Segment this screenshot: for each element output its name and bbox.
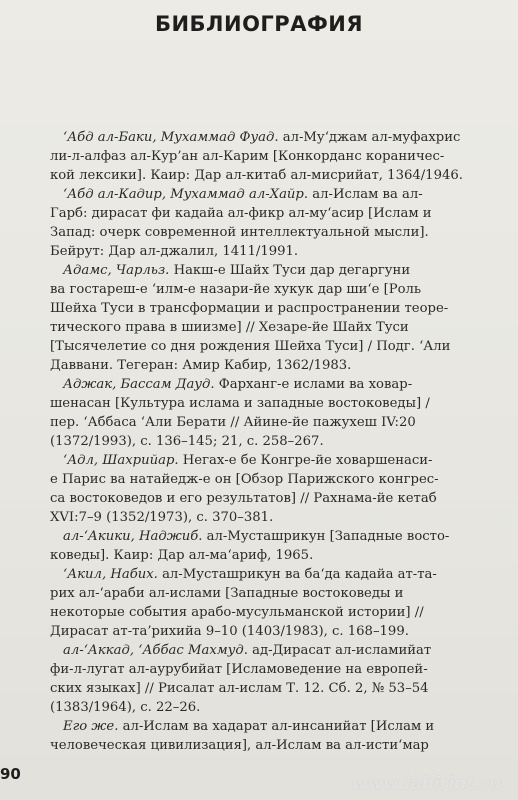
- bibliography-entry: [50, 565, 490, 641]
- entry-line: Бейрут: Дар ал-джалил, 1411/1991.: [50, 244, 299, 259]
- bibliography-entry: [50, 451, 490, 527]
- entry-line: рих ал-‘араби ал-ислами [Западные востоковеды и: [50, 586, 404, 601]
- entry-line: пер. ‘Аббаса ‘Али Берати // Айине-йе пажухеш IV:20: [50, 415, 416, 430]
- bibliography-entry: [50, 641, 490, 717]
- entry-line: тического права в шиизме] // Хезаре-йе Шайх Туси: [50, 320, 409, 335]
- bibliography-entry: [50, 128, 490, 185]
- entry-first-line: [50, 527, 490, 546]
- entry-text: Накш-е Шайх Туси дар дегаргуни: [169, 263, 411, 278]
- entry-line: Дирасат ат-та’рихийа 9–10 (1403/1983), с. 168–199.: [50, 624, 409, 639]
- entry-line: шенасан [Культура ислама и западные востоковеды] /: [50, 396, 430, 411]
- entry-line: ли-л-алфаз ал-Кур’ан ал-Карим [Конкорданс кораничес-: [50, 149, 445, 164]
- entry-line: е Парис ва натайедж-е он [Обзор Парижского конгрес-: [50, 472, 439, 487]
- entry-line: кой лексики]. Каир: Дар ал-китаб ал-мисрийат, 1364/1946.: [50, 168, 463, 183]
- entry-line: [Тысячелетие со дня рождения Шейха Туси] / Подг. ‘Али: [50, 339, 451, 354]
- entry-first-line: [50, 717, 490, 736]
- entry-line: Шейха Туси в трансформации и распространении теоре-: [50, 301, 449, 316]
- entry-text: ал-Мусташрикун [Западные восто-: [202, 529, 450, 544]
- watermark: www.labirint.ru: [352, 774, 502, 794]
- bibliography-entry: [50, 375, 490, 451]
- entry-line: человеческая цивилизация], ал-Ислам ва ал-исти‘мар: [50, 738, 429, 753]
- entry-text: ал-Ислам ва ал-: [308, 187, 423, 202]
- entry-text: ал-Му‘джам ал-муфахрис: [278, 130, 461, 145]
- entry-line: Даввани. Тегеран: Амир Кабир, 1362/1983.: [50, 358, 352, 373]
- entry-first-line: [50, 451, 490, 470]
- entry-text: ад-Дирасат ал-исламийат: [247, 643, 432, 658]
- entry-author: Аджак, Бассам Дауд.: [63, 377, 215, 392]
- bibliography-entry: [50, 527, 490, 565]
- entry-line: некоторые события арабо-мусульманской истории] //: [50, 605, 424, 620]
- entry-text: Негах-е бе Конгре-йе ховаршенаси-: [178, 453, 433, 468]
- entry-text: ал-Мусташрикун ва ба‘да кадайа ат-та-: [157, 567, 437, 582]
- bibliography-list: [50, 128, 490, 755]
- entry-first-line: [50, 261, 490, 280]
- entry-text: Фарханг-е ислами ва ховар-: [214, 377, 413, 392]
- page-number: 90: [0, 765, 21, 783]
- entry-line: ва гостареш-е ‘илм-е назари-йе хукук дар ши‘е [Роль: [50, 282, 422, 297]
- bibliography-entry: [50, 717, 490, 755]
- entry-first-line: [50, 185, 490, 204]
- bibliography-entry: [50, 185, 490, 261]
- entry-author: ‘Абд ал-Кадир, Мухаммад ал-Хайр.: [63, 187, 309, 202]
- entry-line: Гарб: дирасат фи кадайа ал-фикр ал-му‘асир [Ислам и: [50, 206, 432, 221]
- entry-line: (1383/1964), с. 22–26.: [50, 700, 201, 715]
- entry-author: ал-‘Аккад, ‘Аббас Махмуд.: [63, 643, 248, 658]
- page-title: БИБЛИОГРАФИЯ: [154, 12, 364, 36]
- entry-line: XVI:7–9 (1352/1973), с. 370–381.: [50, 510, 274, 525]
- entry-line: Запад: очерк современной интеллектуальной мысли].: [50, 225, 429, 240]
- entry-first-line: [50, 375, 490, 394]
- entry-author: ал-‘Акики, Наджиб.: [63, 529, 203, 544]
- entry-line: коведы]. Каир: Дар ал-ма‘ариф, 1965.: [50, 548, 314, 563]
- entry-line: са востоковедов и его результатов] // Рахнама-йе кетаб: [50, 491, 437, 506]
- entry-first-line: [50, 641, 490, 660]
- entry-first-line: [50, 128, 490, 147]
- entry-author: ‘Абд ал-Баки, Мухаммад Фуад.: [63, 130, 279, 145]
- entry-line: (1372/1993), с. 136–145; 21, с. 258–267.: [50, 434, 324, 449]
- entry-line: ских языках] // Рисалат ал-ислам Т. 12. Сб. 2, № 53–54: [50, 681, 429, 696]
- entry-author: ‘Акил, Набих.: [63, 567, 158, 582]
- entry-line: фи-л-лугат ал-аурубийат [Исламоведение на европей-: [50, 662, 428, 677]
- entry-author: ‘Адл, Шахрийар.: [63, 453, 179, 468]
- entry-first-line: [50, 565, 490, 584]
- entry-author: Его же.: [63, 719, 119, 734]
- entry-text: ал-Ислам ва хадарат ал-инсанийат [Ислам и: [118, 719, 435, 734]
- entry-author: Адамс, Чарльз.: [63, 263, 170, 278]
- bibliography-entry: [50, 261, 490, 375]
